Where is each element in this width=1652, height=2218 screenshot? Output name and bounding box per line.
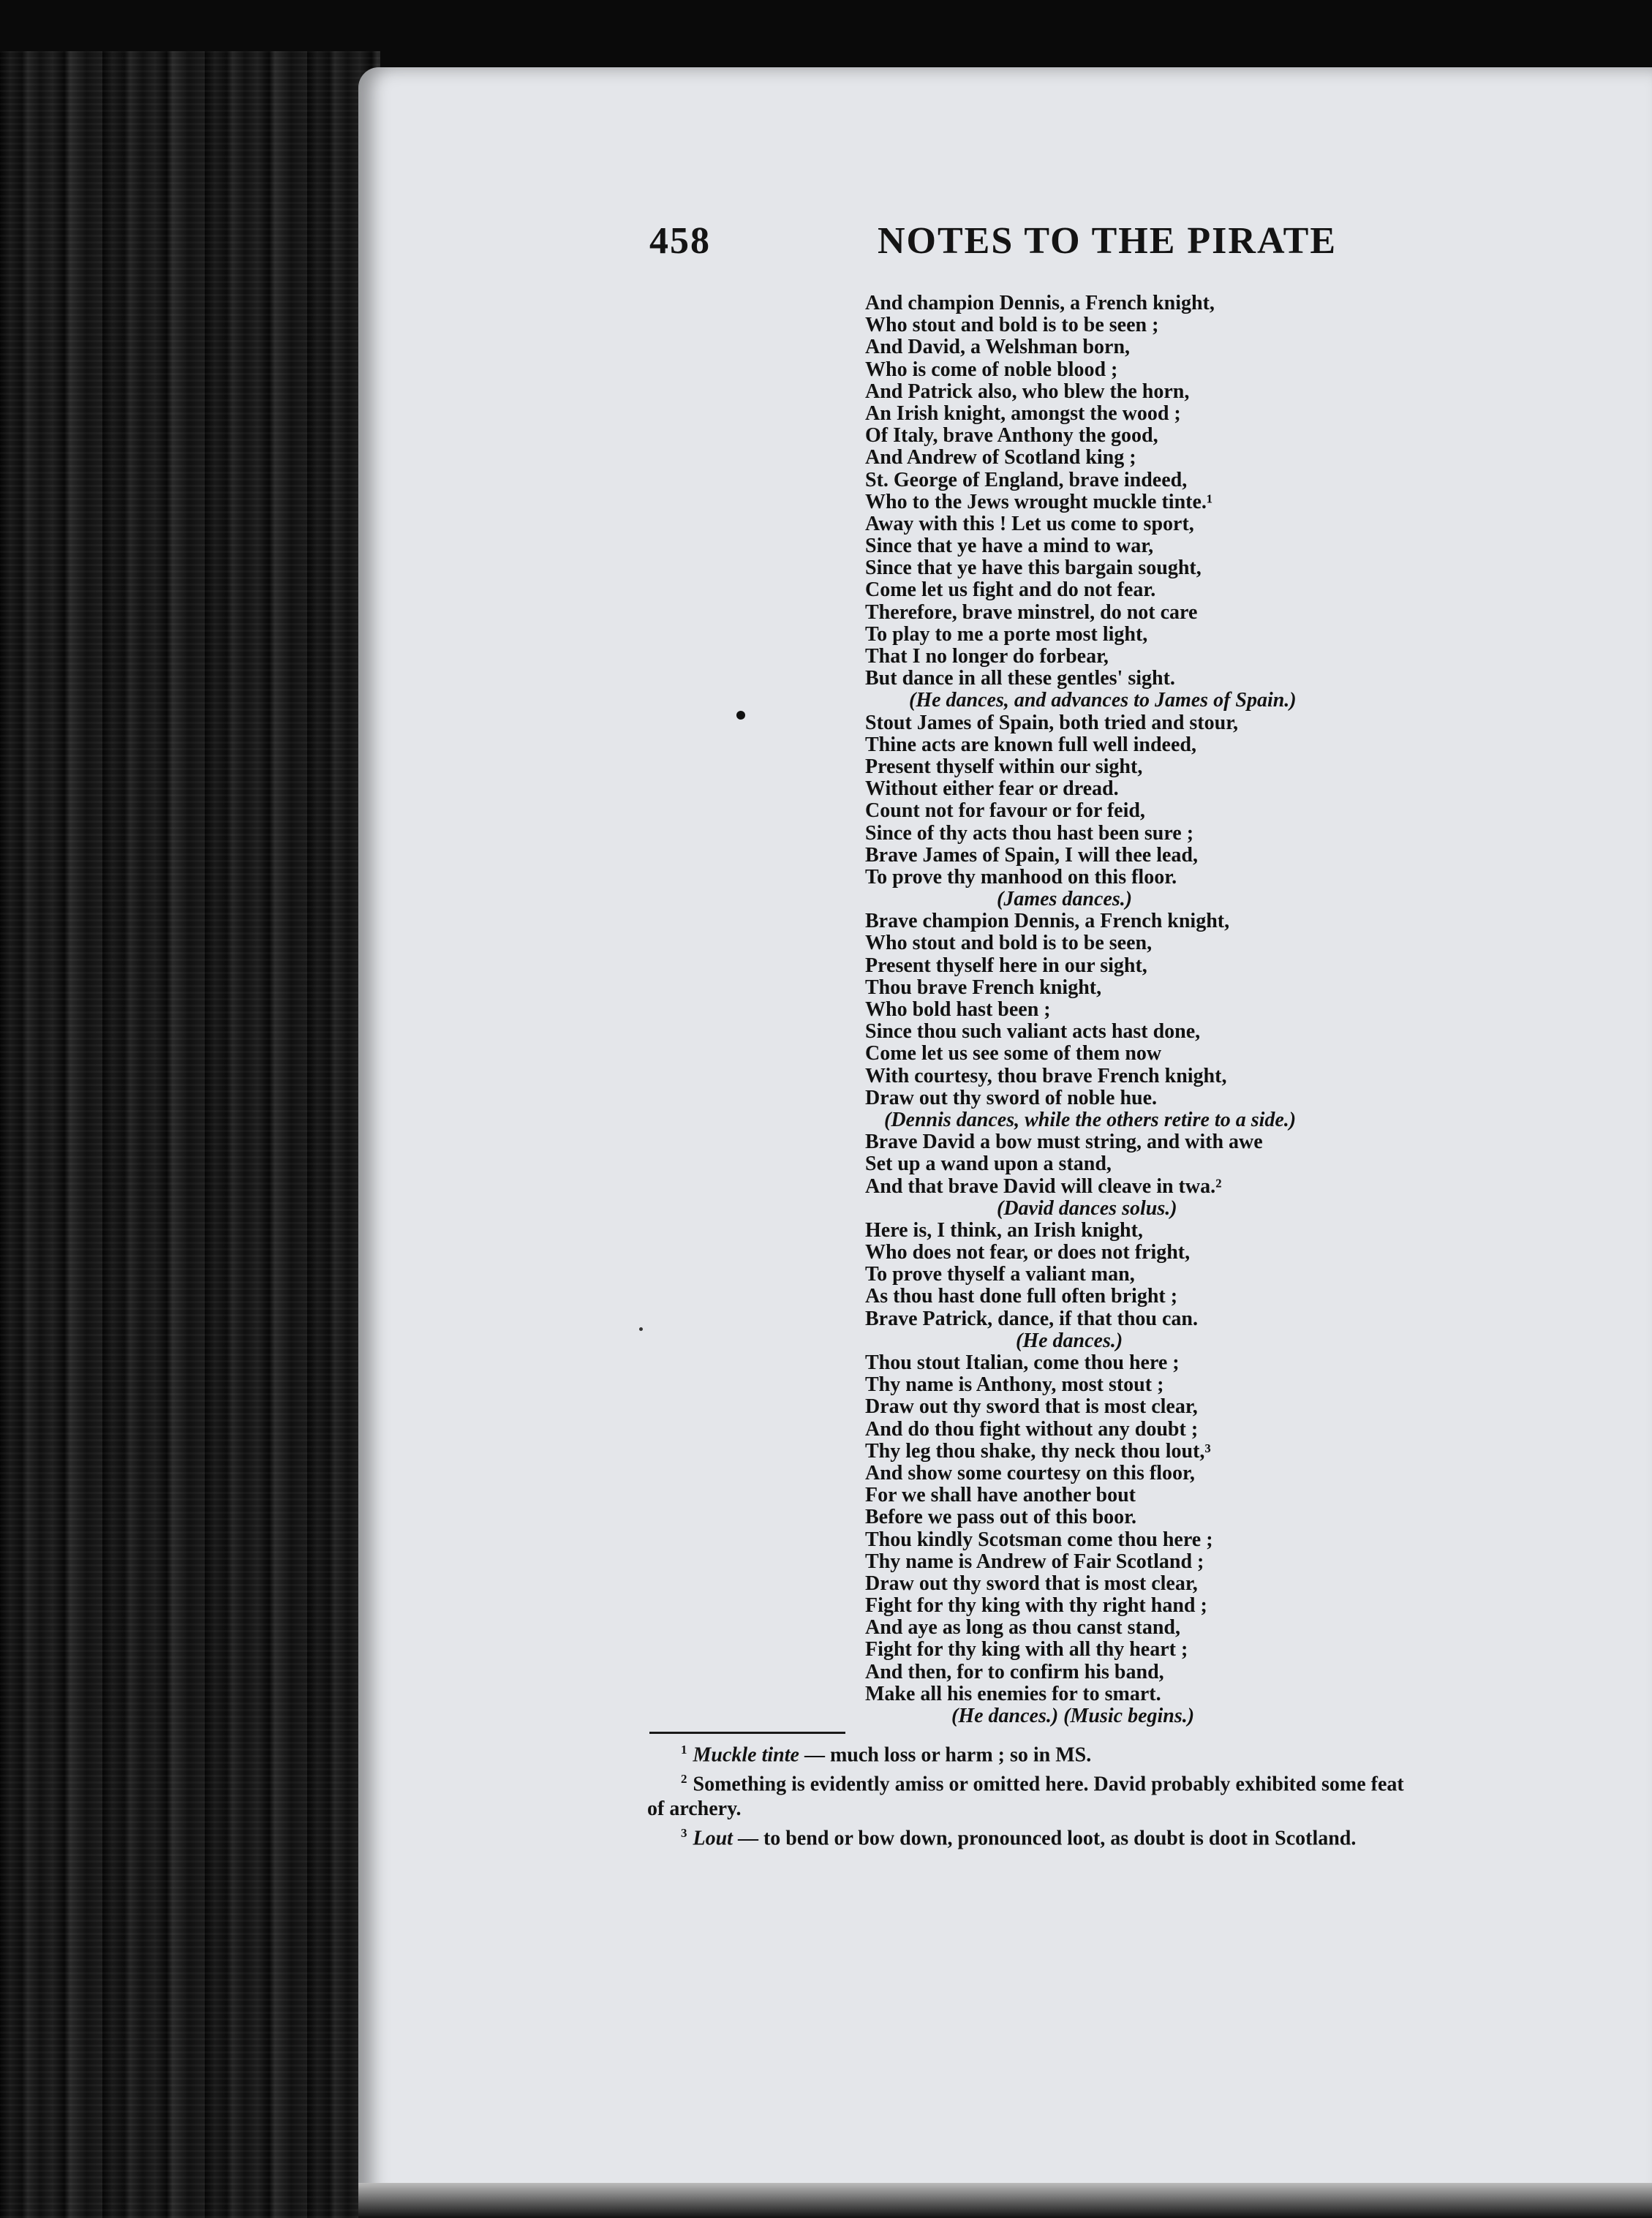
verse-line: Brave James of Spain, I will thee lead,	[865, 843, 1198, 867]
footnote-text: — much loss or harm ; so in MS.	[799, 1743, 1092, 1767]
verse-line: Draw out thy sword that is most clear,	[865, 1395, 1198, 1419]
verse-line: And then, for to confirm his band,	[865, 1660, 1164, 1683]
footnote-mark: 3	[681, 1825, 687, 1840]
footnote-continuation: of archery.	[647, 1797, 742, 1820]
footnote-term: Lout	[693, 1826, 733, 1849]
verse-block	[865, 293, 1297, 1727]
footnote-mark: 2	[681, 1772, 687, 1787]
verse-line: Come let us fight and do not fear.	[865, 578, 1156, 602]
verse-line: Who stout and bold is to be seen ;	[865, 314, 1159, 337]
verse-line: Thy name is Anthony, most stout ;	[865, 1373, 1164, 1397]
stage-direction: (He dances.)	[1016, 1329, 1123, 1352]
verse-line: And Patrick also, who blew the horn,	[865, 380, 1190, 403]
verse-line: That I no longer do forbear,	[865, 645, 1109, 668]
footnote-text: Something is evidently amiss or omitted here. David probably exhibited some feat	[693, 1773, 1404, 1796]
verse-line: An Irish knight, amongst the wood ;	[865, 401, 1181, 425]
verse-line: Thy name is Andrew of Fair Scotland ;	[865, 1550, 1204, 1573]
verse-line: Since that ye have this bargain sought,	[865, 557, 1202, 580]
verse-line: And do thou fight without any doubt ;	[865, 1417, 1199, 1441]
verse-line: St. George of England, brave indeed,	[865, 468, 1188, 491]
verse-line: And Andrew of Scotland king ;	[865, 446, 1136, 469]
verse-line: Here is, I think, an Irish knight,	[865, 1218, 1143, 1242]
verse-line: Fight for thy king with all thy heart ;	[865, 1638, 1188, 1661]
verse-line: Brave Patrick, dance, if that thou can.	[865, 1307, 1198, 1330]
verse-line: Brave David a bow must string, and with awe	[865, 1131, 1263, 1154]
verse-line: Thou stout Italian, come thou here ;	[865, 1351, 1180, 1374]
verse-line: Who does not fear, or does not fright,	[865, 1241, 1191, 1264]
verse-line: Who bold hast been ;	[865, 998, 1051, 1021]
footnote	[647, 1821, 1554, 1850]
verse-line: Count not for favour or for feid,	[865, 799, 1145, 823]
verse-line: And champion Dennis, a French knight,	[865, 292, 1215, 314]
stage-direction: (He dances, and advances to James of Spain.)	[909, 689, 1297, 712]
stage-direction: (James dances.)	[997, 888, 1133, 911]
verse-line: And aye as long as thou canst stand,	[865, 1616, 1180, 1640]
verse-line: To play to me a porte most light,	[865, 622, 1148, 646]
verse-line: Thou kindly Scotsman come thou here ;	[865, 1528, 1213, 1551]
verse-line: Since thou such valiant acts hast done,	[865, 1020, 1201, 1044]
footnote-mark: 1	[681, 1743, 687, 1757]
verse-line: Draw out thy sword that is most clear,	[865, 1572, 1198, 1595]
verse-line: Thy leg thou shake, thy neck thou lout,³	[865, 1439, 1211, 1463]
stage-direction: (Dennis dances, while the others retire to a side.)	[884, 1108, 1297, 1131]
verse-line: Stout James of Spain, both tried and stour,	[865, 711, 1239, 734]
footnote	[647, 1738, 1554, 1767]
footnote-rule	[649, 1732, 845, 1734]
verse-line: Make all his enemies for to smart.	[865, 1682, 1161, 1705]
verse-line: Fight for thy king with thy right hand ;	[865, 1594, 1207, 1618]
book-spine	[0, 51, 380, 2218]
verse-line: Thine acts are known full well indeed,	[865, 733, 1196, 756]
verse-line: Since that ye have a mind to war,	[865, 535, 1154, 558]
verse-line: And David, a Welshman born,	[865, 336, 1131, 359]
verse-line: Away with this ! Let us come to sport,	[865, 512, 1194, 535]
verse-line: Since of thy acts thou hast been sure ;	[865, 821, 1194, 845]
verse-line: To prove thyself a valiant man,	[865, 1263, 1135, 1286]
verse-line: Thou brave French knight,	[865, 976, 1102, 999]
running-title: NOTES TO THE PIRATE	[878, 220, 1338, 262]
verse-line: With courtesy, thou brave French knight,	[865, 1064, 1227, 1087]
verse-line: Set up a wand upon a stand,	[865, 1153, 1112, 1176]
verse-line: Come let us see some of them now	[865, 1042, 1162, 1065]
verse-line: But dance in all these gentles' sight.	[865, 667, 1175, 690]
page-bottom-edge	[358, 2183, 1652, 2218]
page-number: 458	[649, 220, 711, 262]
stage-direction: (David dances solus.)	[997, 1196, 1177, 1220]
ink-speck	[639, 1327, 643, 1331]
verse-line: Draw out thy sword of noble hue.	[865, 1086, 1158, 1109]
verse-line: Before we pass out of this boor.	[865, 1506, 1137, 1529]
verse-line: As thou hast done full often bright ;	[865, 1285, 1178, 1308]
verse-line: Who to the Jews wrought muckle tinte.¹	[865, 490, 1213, 513]
verse-line: Present thyself here in our sight,	[865, 954, 1147, 977]
verse-line: Brave champion Dennis, a French knight,	[865, 910, 1230, 933]
verse-line: For we shall have another bout	[865, 1484, 1136, 1507]
verse-line: Present thyself within our sight,	[865, 755, 1143, 778]
verse-line: Therefore, brave minstrel, do not care	[865, 600, 1198, 624]
verse-line: Who stout and bold is to be seen,	[865, 932, 1153, 955]
verse-line: Without either fear or dread.	[865, 777, 1119, 801]
verse-line: To prove thy manhood on this floor.	[865, 865, 1177, 889]
footnotes	[647, 1738, 1554, 1850]
verse-line: And show some courtesy on this floor,	[865, 1461, 1195, 1485]
stage-direction: (He dances.) (Music begins.)	[951, 1705, 1195, 1727]
ink-speck	[736, 711, 745, 720]
verse-line: Who is come of noble blood ;	[865, 358, 1118, 381]
footnote	[647, 1767, 1554, 1796]
verse-line: Of Italy, brave Anthony the good,	[865, 424, 1158, 448]
footnote-text: — to bend or bow down, pronounced loot, as doubt is doot in Scotland.	[732, 1826, 1357, 1849]
verse-line: And that brave David will cleave in twa.²	[865, 1174, 1222, 1198]
footnote-term: Muckle tinte	[693, 1743, 799, 1767]
